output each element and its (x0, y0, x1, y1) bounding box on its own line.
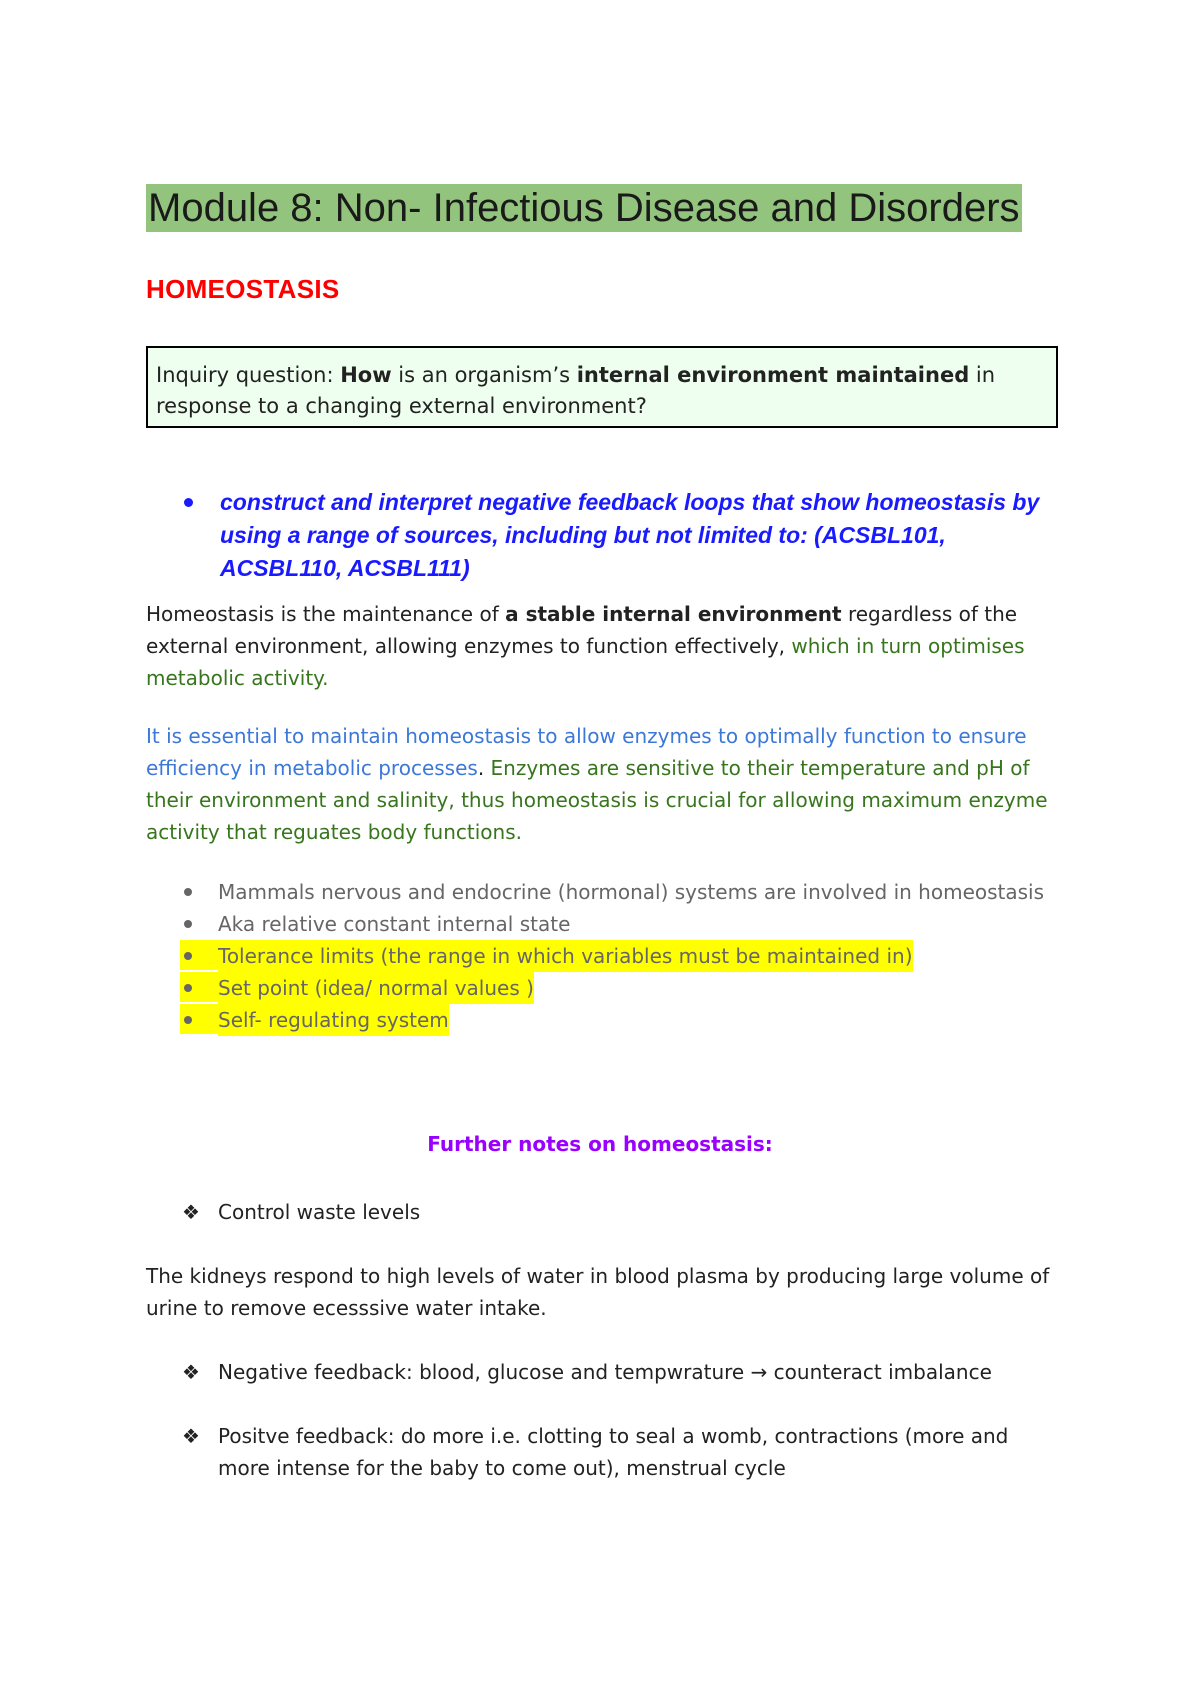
definition-mid: regardless of the external environment, allowing enzymes to function effectively, (146, 602, 1018, 658)
positive-feedback-text: Positve feedback: do more i.e. clotting to seal a womb, contractions (more and more intense for the baby to come out), menstrual cycle (218, 1424, 1009, 1480)
homeostasis-bullet-list (180, 876, 1060, 1036)
negative-feedback-item (180, 1356, 1060, 1388)
negative-feedback-text: Negative feedback: blood, glucose and tempwrature → counteract imbalance (218, 1360, 992, 1384)
bullet-dot-icon (184, 920, 192, 928)
inquiry-question-box (146, 346, 1058, 428)
bullet-dot-icon (184, 952, 192, 960)
definition-start: Homeostasis is the maintenance of (146, 602, 506, 626)
list-item-highlighted (180, 1004, 1060, 1036)
list-item-highlighted (180, 972, 1060, 1004)
positive-feedback-item (180, 1420, 1060, 1484)
bullet-dot-icon (184, 984, 192, 992)
list-item (180, 908, 1060, 940)
inquiry-mid: is an organism’s (391, 363, 577, 387)
list-item-text: Tolerance limits (the range in which variables must be maintained in) (218, 940, 913, 972)
kidney-paragraph: The kidneys respond to high levels of water in blood plasma by producing large volume of urine to remove ecesssive water intake. (146, 1264, 1050, 1320)
list-item-highlighted (180, 940, 1060, 972)
definition-paragraph (146, 598, 1066, 694)
importance-green: Enzymes are sensitive to their temperature and pH of their environment and salinity, thus homeostasis is crucial for allowing maximum enzyme activity that reguates body functions. (146, 756, 1048, 844)
list-item-text: Self- regulating system (218, 1004, 449, 1036)
definition-green: which in turn optimises metabolic activity. (146, 634, 1025, 690)
diamond-bullet-icon: ❖ (182, 1424, 200, 1448)
syllabus-outcome-text: construct and interpret negative feedback loops that show homeostasis by using a range of sources, including but not limited to: (ACSBL101, ACSBL110, ACSBL111) (220, 489, 1040, 581)
section-heading: HOMEOSTASIS (146, 274, 340, 304)
bullet-dot-icon (184, 888, 192, 896)
list-item-text: Mammals nervous and endocrine (hormonal) systems are involved in homeostasis (218, 880, 1045, 904)
diamond-bullet-icon: ❖ (182, 1200, 200, 1224)
further-notes-heading: Further notes on homeostasis: (427, 1132, 773, 1156)
inquiry-rest: in response to a changing external environment? (156, 363, 996, 418)
bullet-dot-icon (184, 1016, 192, 1024)
waste-levels-item (180, 1196, 1060, 1228)
page-title: Module 8: Non- Infectious Disease and Disorders (148, 186, 1020, 230)
importance-dark: . (477, 756, 491, 780)
list-item (180, 876, 1060, 908)
bullet-dot-icon (184, 498, 193, 507)
inquiry-prefix: Inquiry question: (156, 363, 341, 387)
definition-bold: a stable internal environment (505, 602, 842, 626)
waste-levels-text: Control waste levels (218, 1200, 421, 1224)
inquiry-bold-phrase: internal environment maintained (576, 363, 970, 387)
syllabus-outcome (180, 486, 1060, 585)
list-item-text: Set point (idea/ normal values ) (218, 972, 534, 1004)
inquiry-bold-how: How (340, 363, 392, 387)
importance-blue: It is essential to maintain homeostasis to allow enzymes to optimally function to ensure efficiency in metabolic processes (146, 724, 1027, 780)
diamond-bullet-icon: ❖ (182, 1360, 200, 1384)
importance-paragraph (146, 720, 1066, 848)
list-item-text: Aka relative constant internal state (218, 912, 571, 936)
